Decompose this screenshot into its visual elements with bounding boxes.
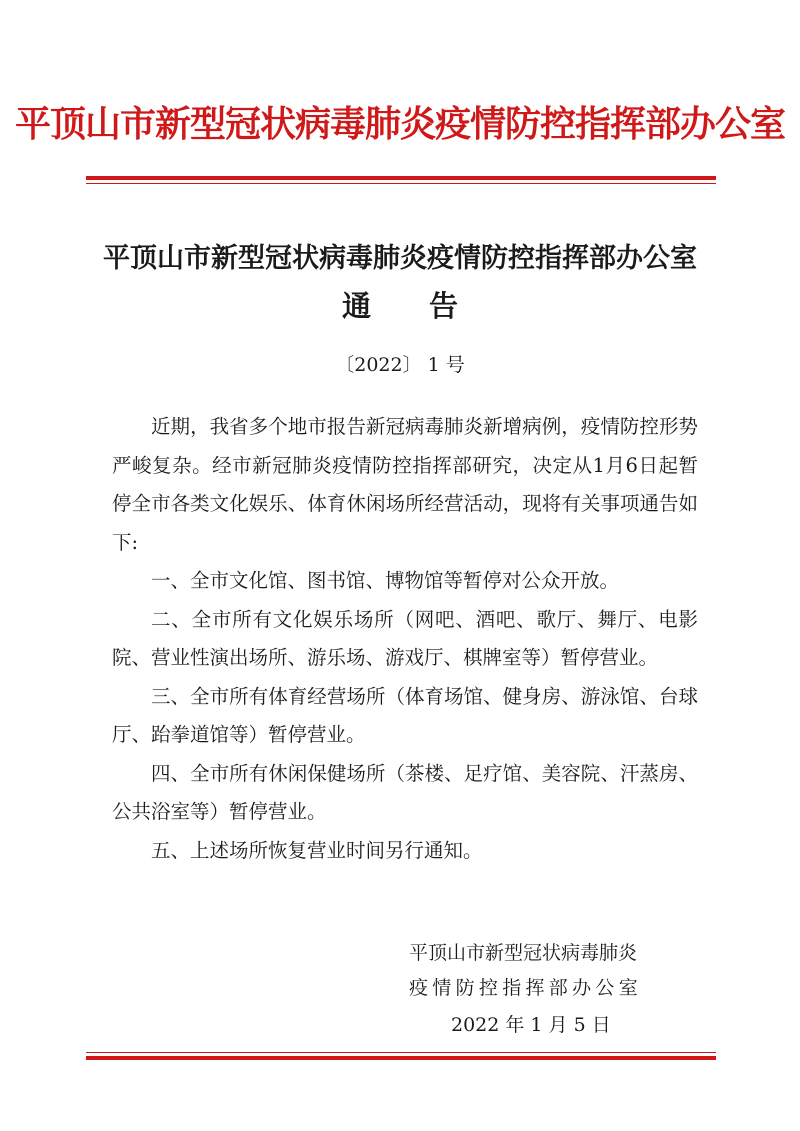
paragraph-item-1: 一、全市文化馆、图书馆、博物馆等暂停对公众开放。 [151,569,620,592]
document-number: 〔2022〕 1 号 [335,354,465,376]
paragraph-intro: 近期，我省多个地市报告新冠病毒肺炎新增病例，疫情防控形势严峻复杂。经市新冠肺炎疫情防控指挥部研究，决定从1月6日起暂停全市各类文化娱乐、体育休闲场所经营活动，现将有关事项通告如下: [112,415,698,554]
paragraph-item-3: 三、全市所有体育经营场所（体育场馆、健身房、游泳馆、台球厅、跆拳道馆等）暂停营业。 [112,684,698,746]
signature-date: 2022 年 1 月 5 日 [451,1014,611,1036]
paragraph-item-4: 四、全市所有休闲保健场所（茶楼、足疗馆、美容院、汗蒸房、公共浴室等）暂停营业。 [112,761,698,823]
footer-rule-thin [86,1052,716,1053]
signature-line-1: 平顶山市新型冠状病毒肺炎 [409,942,638,964]
document-body [112,408,698,870]
masthead-rule-thick [86,176,716,180]
masthead-title: 平顶山市新型冠状病毒肺炎疫情防控指挥部办公室 [14,104,785,145]
signature-line-2: 疫情防控指挥部办公室 [409,977,643,999]
document-title: 平顶山市新型冠状病毒肺炎疫情防控指挥部办公室 [103,243,697,274]
paragraph-item-2: 二、全市所有文化娱乐场所（网吧、酒吧、歌厅、舞厅、电影院、营业性演出场所、游乐场、游戏厅、棋牌室等）暂停营业。 [112,607,698,669]
document-subtitle: 通 告 [341,289,458,323]
masthead-rule-thin [86,183,716,184]
footer-rule-thick [86,1056,716,1060]
paragraph-item-5: 五、上述场所恢复营业时间另行通知。 [151,838,483,862]
